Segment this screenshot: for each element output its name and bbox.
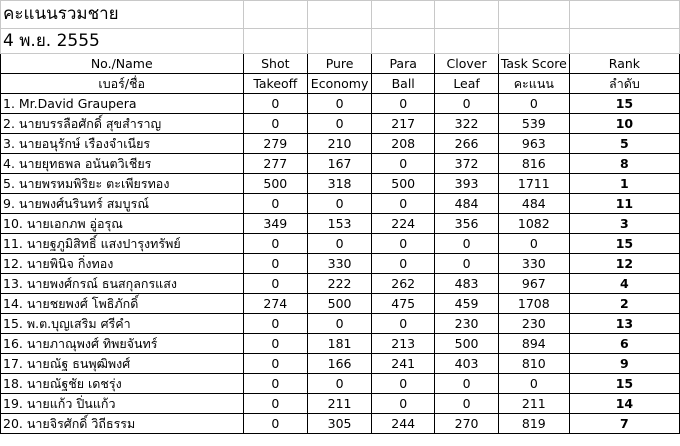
pilot-name-cell[interactable]: 15. พ.ต.บุญเสริม ศรีคำ xyxy=(1,314,244,334)
clover-leaf-cell[interactable]: 0 xyxy=(435,374,499,394)
para-ball-cell[interactable]: 0 xyxy=(372,394,435,414)
task-score-cell[interactable]: 819 xyxy=(498,414,569,434)
shot-takeoff-cell[interactable]: 0 xyxy=(243,194,308,214)
shot-takeoff-cell[interactable]: 500 xyxy=(243,174,308,194)
pure-economy-cell[interactable]: 330 xyxy=(308,254,372,274)
pilot-name-cell[interactable]: 11. นายฐภูมิสิทธิ์ แสงปารุงทรัพย์ xyxy=(1,234,244,254)
pilot-name-cell[interactable]: 5. นายพรหมพิริยะ ตะเพียรทอง xyxy=(1,174,244,194)
clover-leaf-cell[interactable]: 0 xyxy=(435,94,499,114)
task-score-cell[interactable]: 0 xyxy=(498,374,569,394)
header-rank[interactable]: Rank xyxy=(569,54,679,74)
shot-takeoff-cell[interactable]: 277 xyxy=(243,154,308,174)
clover-leaf-cell[interactable]: 459 xyxy=(435,294,499,314)
table-row xyxy=(1,394,680,414)
table-row xyxy=(1,174,680,194)
task-score-cell[interactable]: 330 xyxy=(498,254,569,274)
table-row xyxy=(1,94,680,114)
shot-takeoff-cell[interactable]: 0 xyxy=(243,414,308,434)
rank-cell[interactable]: 3 xyxy=(569,214,679,234)
clover-leaf-cell[interactable]: 0 xyxy=(435,394,499,414)
header-para-sub[interactable]: Ball xyxy=(372,74,435,94)
para-ball-cell[interactable]: 241 xyxy=(372,354,435,374)
clover-leaf-cell[interactable]: 322 xyxy=(435,114,499,134)
task-score-cell[interactable]: 211 xyxy=(498,394,569,414)
rank-cell[interactable]: 9 xyxy=(569,354,679,374)
header-shot-sub[interactable]: Takeoff xyxy=(243,74,308,94)
rank-cell[interactable]: 14 xyxy=(569,394,679,414)
rank-cell[interactable]: 13 xyxy=(569,314,679,334)
header-task[interactable]: Task Score xyxy=(498,54,569,74)
pilot-name-cell[interactable]: 12. นายพินิจ กิ่งทอง xyxy=(1,254,244,274)
table-row xyxy=(1,314,680,334)
task-score-cell[interactable]: 484 xyxy=(498,194,569,214)
para-ball-cell[interactable]: 217 xyxy=(372,114,435,134)
task-score-cell[interactable]: 539 xyxy=(498,114,569,134)
header-pure-sub[interactable]: Economy xyxy=(308,74,372,94)
rank-cell[interactable]: 11 xyxy=(569,194,679,214)
shot-takeoff-cell[interactable]: 0 xyxy=(243,314,308,334)
task-score-cell[interactable]: 967 xyxy=(498,274,569,294)
pilot-name-cell[interactable]: 20. นายจิรศักดิ์ วิถีธรรม xyxy=(1,414,244,434)
para-ball-cell[interactable]: 262 xyxy=(372,274,435,294)
pilot-name-cell[interactable]: 9. นายพงศ์นรินทร์ สมบูรณ์ xyxy=(1,194,244,214)
rank-cell[interactable]: 1 xyxy=(569,174,679,194)
para-ball-cell[interactable]: 224 xyxy=(372,214,435,234)
para-ball-cell[interactable]: 0 xyxy=(372,94,435,114)
pilot-name-cell[interactable]: 14. นายชยพงศ์ โพธิภักดิ์ xyxy=(1,294,244,314)
para-ball-cell[interactable]: 0 xyxy=(372,374,435,394)
shot-takeoff-cell[interactable]: 274 xyxy=(243,294,308,314)
table-row xyxy=(1,134,680,154)
pure-economy-cell[interactable]: 0 xyxy=(308,194,372,214)
pure-economy-cell[interactable]: 305 xyxy=(308,414,372,434)
para-ball-cell[interactable]: 244 xyxy=(372,414,435,434)
shot-takeoff-cell[interactable]: 349 xyxy=(243,214,308,234)
rank-cell[interactable]: 15 xyxy=(569,234,679,254)
task-score-cell[interactable]: 1711 xyxy=(498,174,569,194)
pilot-name-cell[interactable]: 10. นายเอกภพ อู่อรุณ xyxy=(1,214,244,234)
clover-leaf-cell[interactable]: 270 xyxy=(435,414,499,434)
header-clover-sub[interactable]: Leaf xyxy=(435,74,499,94)
pilot-name-cell[interactable]: 13. นายพงศ์กรณ์ ธนสกุลกรแสง xyxy=(1,274,244,294)
para-ball-cell[interactable]: 0 xyxy=(372,154,435,174)
header-task-sub[interactable]: คะแนน xyxy=(498,74,569,94)
rank-cell[interactable]: 15 xyxy=(569,94,679,114)
pure-economy-cell[interactable]: 0 xyxy=(308,114,372,134)
pure-economy-cell[interactable]: 210 xyxy=(308,134,372,154)
task-score-cell[interactable]: 894 xyxy=(498,334,569,354)
header-para[interactable]: Para xyxy=(372,54,435,74)
task-score-cell[interactable]: 816 xyxy=(498,154,569,174)
header-clover[interactable]: Clover xyxy=(435,54,499,74)
header-shot[interactable]: Shot xyxy=(243,54,308,74)
pilot-name-cell[interactable]: 1. Mr.David Graupera xyxy=(1,94,244,114)
header-rank-sub[interactable]: ลำดับ xyxy=(569,74,679,94)
shot-takeoff-cell[interactable]: 0 xyxy=(243,394,308,414)
para-ball-cell[interactable]: 0 xyxy=(372,254,435,274)
rank-cell[interactable]: 5 xyxy=(569,134,679,154)
shot-takeoff-cell[interactable]: 0 xyxy=(243,254,308,274)
pure-economy-cell[interactable]: 0 xyxy=(308,234,372,254)
clover-leaf-cell[interactable]: 484 xyxy=(435,194,499,214)
task-score-cell[interactable]: 0 xyxy=(498,94,569,114)
pure-economy-cell[interactable]: 181 xyxy=(308,334,372,354)
pilot-name-cell[interactable]: 17. นายณัฐ ธนพุฒิพงศ์ xyxy=(1,354,244,374)
table-row xyxy=(1,274,680,294)
pure-economy-cell[interactable]: 167 xyxy=(308,154,372,174)
rank-cell[interactable]: 6 xyxy=(569,334,679,354)
rank-cell[interactable]: 4 xyxy=(569,274,679,294)
clover-leaf-cell[interactable]: 500 xyxy=(435,334,499,354)
para-ball-cell[interactable]: 213 xyxy=(372,334,435,354)
shot-takeoff-cell[interactable]: 279 xyxy=(243,134,308,154)
shot-takeoff-cell[interactable]: 0 xyxy=(243,114,308,134)
pure-economy-cell[interactable]: 500 xyxy=(308,294,372,314)
table-row xyxy=(1,414,680,434)
pure-economy-cell[interactable]: 222 xyxy=(308,274,372,294)
sheet-title[interactable]: คะแนนรวมชาย xyxy=(1,1,244,29)
pure-economy-cell[interactable]: 0 xyxy=(308,94,372,114)
rank-cell[interactable]: 2 xyxy=(569,294,679,314)
pilot-name-cell[interactable]: 2. นายบรรลือศักดิ์ สุขสำราญ xyxy=(1,114,244,134)
task-score-cell[interactable]: 0 xyxy=(498,234,569,254)
shot-takeoff-cell[interactable]: 0 xyxy=(243,354,308,374)
para-ball-cell[interactable]: 500 xyxy=(372,174,435,194)
pilot-name-cell[interactable]: 16. นายภาณุพงศ์ ทิพยจันทร์ xyxy=(1,334,244,354)
para-ball-cell[interactable]: 208 xyxy=(372,134,435,154)
table-row xyxy=(1,354,680,374)
table-row xyxy=(1,154,680,174)
rank-cell[interactable]: 15 xyxy=(569,374,679,394)
clover-leaf-cell[interactable]: 0 xyxy=(435,234,499,254)
rank-cell[interactable]: 8 xyxy=(569,154,679,174)
pure-economy-cell[interactable]: 153 xyxy=(308,214,372,234)
clover-leaf-cell[interactable]: 266 xyxy=(435,134,499,154)
table-row xyxy=(1,254,680,274)
task-score-cell[interactable]: 810 xyxy=(498,354,569,374)
rank-cell[interactable]: 12 xyxy=(569,254,679,274)
clover-leaf-cell[interactable]: 403 xyxy=(435,354,499,374)
pure-economy-cell[interactable]: 166 xyxy=(308,354,372,374)
header-pure[interactable]: Pure xyxy=(308,54,372,74)
shot-takeoff-cell[interactable]: 0 xyxy=(243,234,308,254)
task-score-cell[interactable]: 1708 xyxy=(498,294,569,314)
shot-takeoff-cell[interactable]: 0 xyxy=(243,334,308,354)
pure-economy-cell[interactable]: 0 xyxy=(308,374,372,394)
pure-economy-cell[interactable]: 0 xyxy=(308,314,372,334)
clover-leaf-cell[interactable]: 356 xyxy=(435,214,499,234)
header-name[interactable]: No./Name xyxy=(1,54,244,74)
table-row xyxy=(1,374,680,394)
para-ball-cell[interactable]: 0 xyxy=(372,314,435,334)
table-row xyxy=(1,194,680,214)
para-ball-cell[interactable]: 475 xyxy=(372,294,435,314)
clover-leaf-cell[interactable]: 0 xyxy=(435,254,499,274)
shot-takeoff-cell[interactable]: 0 xyxy=(243,274,308,294)
header-name-sub[interactable]: เบอร์/ชื่อ xyxy=(1,74,244,94)
pure-economy-cell[interactable]: 211 xyxy=(308,394,372,414)
pilot-name-cell[interactable]: 3. นายอนุรักษ์ เรืองจำเนียร xyxy=(1,134,244,154)
shot-takeoff-cell[interactable]: 0 xyxy=(243,374,308,394)
rank-cell[interactable]: 10 xyxy=(569,114,679,134)
clover-leaf-cell[interactable]: 372 xyxy=(435,154,499,174)
table-row xyxy=(1,294,680,314)
shot-takeoff-cell[interactable]: 0 xyxy=(243,94,308,114)
task-score-cell[interactable]: 963 xyxy=(498,134,569,154)
rank-cell[interactable]: 7 xyxy=(569,414,679,434)
sheet-date[interactable]: 4 พ.ย. 2555 xyxy=(1,29,244,54)
table-row xyxy=(1,214,680,234)
pilot-name-cell[interactable]: 18. นายณัฐชัย เดชรุ่ง xyxy=(1,374,244,394)
table-row xyxy=(1,334,680,354)
clover-leaf-cell[interactable]: 230 xyxy=(435,314,499,334)
para-ball-cell[interactable]: 0 xyxy=(372,234,435,254)
para-ball-cell[interactable]: 0 xyxy=(372,194,435,214)
task-score-cell[interactable]: 230 xyxy=(498,314,569,334)
task-score-cell[interactable]: 1082 xyxy=(498,214,569,234)
clover-leaf-cell[interactable]: 393 xyxy=(435,174,499,194)
pilot-name-cell[interactable]: 4. นายยุทธพล อนันตวิเชียร xyxy=(1,154,244,174)
table-row xyxy=(1,114,680,134)
header-row-1 xyxy=(1,54,680,74)
table-row xyxy=(1,234,680,254)
pilot-name-cell[interactable]: 19. นายแก้ว ปิ่นแก้ว xyxy=(1,394,244,414)
clover-leaf-cell[interactable]: 483 xyxy=(435,274,499,294)
pure-economy-cell[interactable]: 318 xyxy=(308,174,372,194)
header-row-2 xyxy=(1,74,680,94)
